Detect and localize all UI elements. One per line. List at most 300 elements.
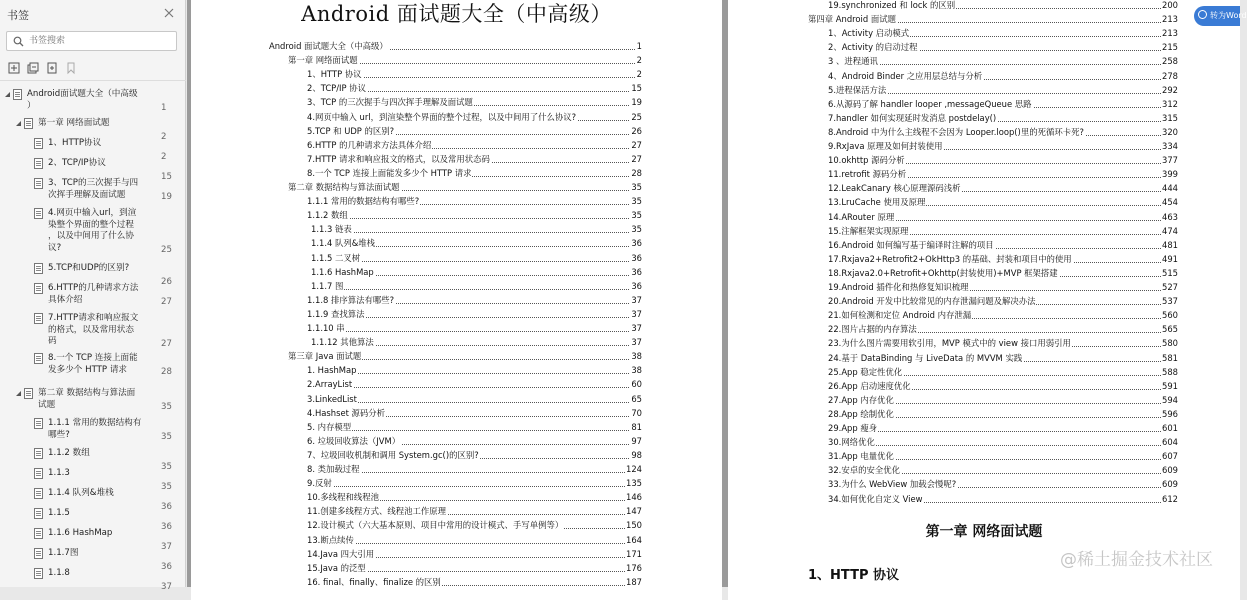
- bookmark-label-line: 具体介绍: [48, 294, 83, 305]
- toc-entry-title: Android 面试题大全（中高级）: [269, 41, 388, 51]
- toc-entry[interactable]: [307, 492, 642, 503]
- toc-page-number: 97: [631, 435, 642, 446]
- toc-entry[interactable]: [307, 549, 642, 560]
- toc-page-number: 596: [1162, 408, 1178, 419]
- toc-page-number: 2: [636, 55, 642, 66]
- toc-entry[interactable]: [307, 506, 642, 517]
- toc-page-number: 200: [1162, 0, 1178, 10]
- toc-page-number: 37: [631, 294, 642, 305]
- toc-entry[interactable]: [828, 409, 1178, 420]
- toc-entry-title: 6.HTTP 的几种请求方法具体介绍: [307, 139, 432, 150]
- toc-entry-title: 15.注解框架实现原理: [828, 225, 909, 236]
- toc-entry[interactable]: [307, 154, 642, 165]
- bookmark-label-line: Android面试题大全（中高级: [27, 89, 138, 99]
- bookmark-label-line: 4.网页中输入url，到渲: [48, 208, 137, 218]
- toc-page-number: 481: [1162, 239, 1178, 250]
- toc-page-number: 36: [631, 238, 642, 249]
- bookmark-page-number: 2: [161, 152, 167, 162]
- toc-entry-title: 3.LinkedList: [307, 393, 357, 404]
- toc-entry[interactable]: [828, 42, 1178, 53]
- toc-page-number: 454: [1162, 197, 1178, 208]
- toc-page-number: 2: [636, 69, 642, 80]
- toc-entry[interactable]: [828, 353, 1178, 364]
- bookmark-page-icon: [34, 488, 43, 499]
- toc-page-number: 28: [631, 167, 642, 178]
- bookmark-label-line: 1.1.3: [48, 468, 70, 478]
- toc-entry-title: 5. 内存模型: [307, 421, 352, 432]
- toc-entry-title: 30.网络优化: [828, 437, 875, 448]
- bookmark-label-line: 染整个界面的整个过程: [48, 219, 134, 230]
- expand-arrow-icon[interactable]: [15, 120, 23, 128]
- toc-entry-title: 8. 类加载过程: [307, 464, 360, 474]
- toc-entry[interactable]: [828, 56, 1178, 67]
- toc-page-number: 315: [1162, 112, 1178, 123]
- toc-entry-title: 7、垃圾回收机制和调用 System.gc()的区别?: [307, 449, 479, 460]
- bookmark-page-icon: [34, 548, 43, 559]
- toc-entry[interactable]: [307, 295, 642, 306]
- toc-entry[interactable]: [828, 437, 1178, 448]
- toc-page-number: 320: [1162, 126, 1178, 137]
- bookmark-page-number: 27: [161, 297, 172, 307]
- bookmark-label: [48, 548, 78, 560]
- convert-label: 转为Word: [1210, 11, 1247, 20]
- toc-entry[interactable]: [828, 338, 1178, 349]
- toc-page-number: 609: [1162, 479, 1178, 490]
- toc-page-number: 81: [631, 421, 642, 432]
- bookmark-label-line: 次挥手理解及面试题: [48, 189, 126, 200]
- toc-entry-title: 7.handler 如何实现延时发消息 postdelay(): [828, 112, 997, 123]
- bookmark-page-icon: [34, 263, 43, 274]
- toc-page-number: 27: [631, 153, 642, 164]
- toc-entry[interactable]: [307, 436, 642, 447]
- toc-entry[interactable]: [828, 367, 1178, 378]
- toc-page-number: 607: [1162, 451, 1178, 462]
- bookmark-page-number: 15: [161, 172, 172, 182]
- toc-entry[interactable]: [828, 141, 1178, 152]
- toc-entry[interactable]: [307, 394, 642, 405]
- toc-page-number: 38: [631, 351, 642, 362]
- toc-page-number: 35: [631, 210, 642, 221]
- toc-entry[interactable]: [307, 563, 642, 574]
- toc-entry-title: 12.LeakCanary 核心原理源码浅析: [828, 183, 961, 194]
- toc-entry[interactable]: [311, 224, 642, 235]
- toc-entry-title: 9.RxJava 原理及如何封装使用: [828, 141, 943, 151]
- toc-entry-title: 13.LruCache 使用及原理: [828, 197, 926, 208]
- bookmark-page-icon: [13, 89, 22, 100]
- toc-page-number: 515: [1162, 267, 1178, 278]
- bookmark-label: [48, 178, 138, 201]
- bookmark-page-number: 27: [161, 338, 172, 349]
- sidebar-title: 书签: [7, 9, 29, 22]
- toc-entry-title: 18.Rxjava2.0+Retrofit+Okhttp(封装使用)+MVP 框架搭建: [828, 267, 1058, 278]
- toc-entry-title: 10.okhttp 源码分析: [828, 155, 905, 166]
- toc-page-number: 35: [631, 224, 642, 235]
- toc-page-number: 601: [1162, 423, 1178, 433]
- bookmark-page-icon: [34, 528, 43, 539]
- toc-entry-title: 31.App 电量优化: [828, 451, 894, 462]
- toc-entry[interactable]: [828, 494, 1178, 505]
- collapse-all-icon[interactable]: [27, 59, 41, 73]
- toc-entry-title: 7.HTTP 请求和响应报文的格式，以及常用状态码: [307, 153, 490, 164]
- toc-entry-title: 14.ARouter 原理: [828, 211, 895, 222]
- toc-entry-title: 10.多线程和线程池: [307, 492, 379, 503]
- toc-entry[interactable]: [307, 97, 642, 108]
- bookmark-label-line: 3、TCP的三次握手与四: [48, 178, 139, 188]
- bookmark-page-icon: [34, 138, 43, 149]
- close-icon[interactable]: [162, 5, 176, 19]
- toc-entry-title: 5.进程保活方法: [828, 84, 887, 95]
- toc-entry[interactable]: [307, 408, 642, 419]
- toc-entry[interactable]: [307, 126, 642, 137]
- toc-leader-dots: [828, 445, 1177, 446]
- toc-entry-title: 20.Android 开发中比较常见的内存泄漏问题及解决办法: [828, 296, 1036, 307]
- toc-page-number: 36: [631, 252, 642, 263]
- toc-entry[interactable]: [307, 464, 642, 475]
- toc-entry[interactable]: [307, 69, 642, 80]
- toc-page-number: 150: [626, 520, 642, 531]
- toc-page-number: 37: [631, 337, 642, 348]
- toc-page-number: 37: [631, 308, 642, 319]
- toc-entry-title: 1.1.5 二叉树: [311, 252, 361, 263]
- toc-entry[interactable]: [828, 282, 1178, 293]
- toc-entry-title: 12.设计模式（六大基本原则、项目中常用的设计模式、手写单例等）: [307, 520, 564, 531]
- toc-entry-title: 32.安卓的安全优化: [828, 465, 900, 476]
- bookmark-page-icon: [24, 388, 33, 399]
- toc-leader-dots: [307, 430, 641, 431]
- bookmark-label: [48, 283, 138, 306]
- toc-entry[interactable]: [307, 577, 642, 588]
- toc-entry-title: 1. HashMap: [307, 365, 357, 376]
- toc-entry[interactable]: [269, 41, 642, 52]
- bookmark-label-line: 议?: [48, 242, 62, 253]
- bookmark-label: [38, 388, 135, 411]
- toc-entry-title: 29.App 瘦身: [828, 423, 878, 433]
- toc-page-number: 147: [626, 506, 642, 517]
- bookmark-label-line: 1.1.4 队列&堆栈: [48, 488, 114, 498]
- toc-entry-title: 16. final、finally、finalize 的区别: [307, 576, 441, 587]
- bookmark-label: [48, 138, 101, 150]
- expand-arrow-icon[interactable]: [4, 91, 12, 99]
- bookmark-label: [48, 508, 70, 520]
- bookmark-label: [48, 468, 70, 480]
- toc-entry[interactable]: [307, 520, 642, 531]
- bookmark-search-input[interactable]: [29, 33, 169, 49]
- toc-entry[interactable]: [828, 310, 1178, 321]
- bookmark-page-icon: [34, 208, 43, 219]
- toc-leader-dots: [307, 218, 641, 219]
- toc-entry[interactable]: [307, 196, 642, 207]
- toc-entry[interactable]: [828, 395, 1178, 406]
- toc-page-number: 581: [1162, 352, 1178, 363]
- toc-leader-dots: [828, 64, 1177, 65]
- toc-entry-title: 11.创建多线程方式、线程池工作原理: [307, 506, 446, 517]
- toc-entry[interactable]: [307, 422, 642, 433]
- toc-entry[interactable]: [828, 169, 1178, 180]
- toc-page-number: 565: [1162, 324, 1178, 335]
- toc-leader-dots: [311, 289, 641, 290]
- toc-entry[interactable]: [311, 337, 642, 348]
- add-bookmark-icon[interactable]: [46, 59, 60, 73]
- toc-page-number: 399: [1162, 169, 1178, 180]
- toc-entry-title: 4.网页中输入 url，到渲染整个界面的整个过程，以及中间用了什么协议?: [307, 111, 577, 122]
- toc-page-number: 213: [1162, 28, 1178, 39]
- toc-page-number: 187: [626, 576, 642, 587]
- toc-entry-title: 6. 垃圾回收算法（JVM）: [307, 435, 401, 446]
- toc-entry[interactable]: [828, 324, 1178, 335]
- toc-entry-title: 8.Android 中为什么主线程不会因为 Looper.loop()里的死循环卡死?: [828, 126, 1084, 137]
- toc-entry-title: 第二章 数据结构与算法面试题: [288, 182, 400, 192]
- toc-entry[interactable]: [828, 296, 1178, 307]
- toc-entry[interactable]: [828, 99, 1178, 110]
- bookmark-search-box[interactable]: [6, 31, 177, 51]
- toc-entry-title: 3 、进程通讯: [828, 56, 878, 67]
- toc-entry[interactable]: [307, 365, 642, 376]
- bookmark-label-line: 哪些?: [48, 429, 70, 440]
- bookmark-label-line: 第一章 网络面试题: [38, 118, 110, 128]
- toc-page-number: 15: [631, 83, 642, 94]
- bookmark-label-line: 码: [48, 336, 57, 346]
- toc-page-number: 312: [1162, 98, 1178, 109]
- toc-entry[interactable]: [828, 85, 1178, 96]
- toc-page-number: 37: [631, 323, 642, 333]
- toc-page-number: 36: [631, 280, 642, 291]
- bookmark-page-icon: [34, 508, 43, 519]
- toc-page-number: 146: [626, 492, 642, 503]
- toc-entry[interactable]: [311, 281, 642, 292]
- toc-entry-title: 28.App 绘制优化: [828, 408, 894, 419]
- toc-entry[interactable]: [311, 267, 642, 278]
- toc-entry[interactable]: [288, 55, 642, 66]
- toc-entry-title: 13.断点续传: [307, 534, 354, 545]
- bookmark-page-number: 36: [161, 522, 172, 532]
- toc-leader-dots: [307, 486, 641, 487]
- toc-entry[interactable]: [828, 183, 1178, 194]
- toc-page-number: 176: [626, 562, 642, 573]
- toc-entry[interactable]: [828, 212, 1178, 223]
- toc-entry-title: 1.1.9 查找算法: [307, 308, 365, 319]
- bookmark-page-number: 37: [161, 582, 172, 592]
- bookmark-label-line: 7.HTTP请求和响应报文: [48, 313, 139, 323]
- toc-page-number: 164: [626, 534, 642, 545]
- toc-entry[interactable]: [311, 238, 642, 249]
- toc-entry-title: 1.1.3 链表: [311, 224, 352, 235]
- chapter-heading: 第一章 网络面试题: [925, 524, 1043, 540]
- toc-entry[interactable]: [307, 210, 642, 221]
- toc-entry[interactable]: [828, 197, 1178, 208]
- toc-page-number: 604: [1162, 437, 1178, 448]
- toc-page-number: 292: [1162, 84, 1178, 95]
- bookmark-label-line: 1、HTTP协议: [48, 138, 102, 148]
- toc-entry[interactable]: [828, 28, 1178, 39]
- document-page-right: [728, 0, 1240, 600]
- sidebar-header: [0, 0, 186, 28]
- convert-to-word-button[interactable]: [1194, 6, 1247, 26]
- toc-entry[interactable]: [307, 478, 642, 489]
- toc-entry[interactable]: [307, 83, 642, 94]
- bookmark-sidebar: [0, 0, 186, 592]
- bookmark-page-number: 1: [161, 103, 167, 113]
- bookmark-label-line: 1.1.8: [48, 568, 70, 578]
- bookmark-label: [48, 263, 129, 275]
- toc-entry[interactable]: [828, 254, 1178, 265]
- toc-entry-title: 8.一个 TCP 连接上面能发多少个 HTTP 请求: [307, 167, 472, 178]
- toc-page-number: 27: [631, 139, 642, 150]
- toc-entry[interactable]: [311, 253, 642, 264]
- bookmark-label-line: 1.1.1 常用的数据结构有: [48, 418, 142, 428]
- watermark: @稀土掘金技术社区: [1060, 550, 1213, 570]
- bookmark-label-line: 5.TCP和UDP的区别?: [48, 263, 130, 273]
- toc-entry-title: 21.如何检测和定位 Android 内存泄漏: [828, 310, 972, 321]
- toc-entry[interactable]: [307, 140, 642, 151]
- bookmark-label-line: 2、TCP/IP协议: [48, 158, 106, 168]
- bookmark-label-line: 1.1.7图: [48, 548, 79, 558]
- toc-entry[interactable]: [307, 112, 642, 123]
- toc-entry-title: 1.1.7 图: [311, 280, 344, 291]
- bookmark-label: [48, 353, 138, 376]
- bookmark-label-line: 1.1.6 HashMap: [48, 528, 113, 538]
- toc-entry-title: 26.App 启动速度优化: [828, 380, 911, 391]
- expand-all-icon[interactable]: [8, 59, 22, 73]
- toc-page-number: 377: [1162, 155, 1178, 166]
- toc-entry[interactable]: [307, 450, 642, 461]
- bookmark-label: [48, 313, 138, 348]
- bookmark-label-line: 8.一个 TCP 连接上面能: [48, 353, 138, 363]
- bookmark-tree: [0, 83, 186, 592]
- toc-page-number: 19: [631, 97, 642, 108]
- toc-entry-title: 第三章 Java 面试题: [288, 351, 362, 362]
- convert-icon: [1198, 10, 1207, 19]
- toc-page-number: 1: [636, 41, 642, 51]
- bookmark-label-line: ）: [27, 100, 36, 111]
- toc-entry[interactable]: [828, 0, 1178, 11]
- toc-page-number: 591: [1162, 380, 1178, 391]
- bookmark-page-icon: [34, 568, 43, 579]
- bookmark-label: [48, 568, 70, 580]
- toc-entry-title: 2、TCP/IP 协议: [307, 83, 366, 94]
- toc-entry[interactable]: [828, 451, 1178, 462]
- toc-entry[interactable]: [828, 479, 1178, 490]
- toc-entry[interactable]: [307, 535, 642, 546]
- bookmark-page-icon: [34, 353, 43, 364]
- bookmark-label-line: 的格式，以及常用状态: [48, 324, 134, 335]
- toc-entry-title: 第一章 网络面试题: [288, 55, 358, 66]
- bookmark-label-line: ，以及中间用了什么协: [48, 231, 134, 241]
- bookmark-page-number: 35: [161, 482, 172, 492]
- bookmark-page-number: 28: [161, 367, 172, 377]
- document-viewport[interactable]: [187, 0, 1240, 587]
- toc-entry-title: 33.为什么 WebView 加载会慢呢?: [828, 479, 957, 490]
- toc-page-number: 463: [1162, 211, 1178, 222]
- bookmark-page-number: 19: [161, 192, 172, 202]
- toc-entry[interactable]: [828, 381, 1178, 392]
- toc-entry-title: 1、Activity 启动模式: [828, 28, 910, 39]
- toc-entry[interactable]: [808, 14, 1178, 25]
- bookmark-page-number: 35: [161, 402, 172, 412]
- toc-entry-title: 1.1.10 串: [307, 323, 345, 333]
- toc-entry-title: 25.App 稳定性优化: [828, 366, 903, 377]
- toc-entry-title: 11.retrofit 源码分析: [828, 169, 907, 180]
- toc-entry-title: 1.1.4 队列&堆栈: [311, 238, 376, 249]
- bookmark-page-icon: [24, 118, 33, 129]
- toc-page-number: 213: [1162, 14, 1178, 25]
- toc-page-number: 36: [631, 266, 642, 277]
- document-title: Android 面试题大全（中高级）: [301, 2, 612, 26]
- toc-page-number: 612: [1162, 493, 1178, 504]
- toc-page-number: 124: [626, 464, 642, 474]
- toc-page-number: 560: [1162, 310, 1178, 321]
- toc-entry-title: 27.App 内存优化: [828, 394, 894, 405]
- toc-page-number: 65: [631, 393, 642, 404]
- toc-entry-title: 3、TCP 的三次握手与四次挥手理解及面试题: [307, 97, 473, 108]
- delete-bookmark-icon[interactable]: [65, 59, 79, 73]
- toc-entry-title: 2.ArrayList: [307, 379, 353, 390]
- toc-entry[interactable]: [828, 71, 1178, 82]
- bookmark-page-number: 35: [161, 432, 172, 442]
- bookmark-page-icon: [34, 283, 43, 294]
- toc-entry[interactable]: [307, 323, 642, 334]
- bookmark-page-icon: [34, 158, 43, 169]
- toc-entry-title: 22.图片占据的内存算法: [828, 324, 917, 335]
- toc-leader-dots: [307, 387, 641, 388]
- toc-entry[interactable]: [828, 423, 1178, 434]
- toc-page-number: 60: [631, 379, 642, 390]
- toc-entry[interactable]: [828, 155, 1178, 166]
- toc-entry-title: 4.Hashset 源码分析: [307, 407, 386, 418]
- toc-page-number: 594: [1162, 394, 1178, 405]
- toc-entry[interactable]: [307, 309, 642, 320]
- toc-entry-title: 1.1.1 常用的数据结构有哪些?: [307, 196, 420, 207]
- toc-page-number: 25: [631, 111, 642, 122]
- expand-arrow-icon[interactable]: [15, 390, 23, 398]
- toc-entry[interactable]: [828, 226, 1178, 237]
- toc-entry[interactable]: [828, 268, 1178, 279]
- toc-leader-dots: [307, 331, 641, 332]
- toc-entry-title: 1.1.2 数组: [307, 210, 348, 221]
- toc-entry-title: 15.Java 的泛型: [307, 562, 366, 573]
- toc-page-number: 334: [1162, 141, 1178, 151]
- toc-page-number: 258: [1162, 56, 1178, 67]
- bookmark-label: [48, 418, 141, 441]
- bookmark-page-icon: [34, 418, 43, 429]
- toc-entry[interactable]: [288, 351, 642, 362]
- toc-page-number: 215: [1162, 42, 1178, 53]
- toc-page-number: 474: [1162, 225, 1178, 236]
- toc-entry-title: 14.Java 四大引用: [307, 548, 375, 559]
- toc-entry[interactable]: [288, 182, 642, 193]
- toc-entry-title: 1、HTTP 协议: [307, 69, 362, 80]
- toc-page-number: 26: [631, 125, 642, 136]
- toc-page-number: 278: [1162, 70, 1178, 81]
- toc-page-number: 609: [1162, 465, 1178, 476]
- toc-entry[interactable]: [828, 465, 1178, 476]
- toc-entry-title: 16.Android 如何编写基于编译时注解的项目: [828, 239, 994, 250]
- toc-entry[interactable]: [828, 127, 1178, 138]
- sidebar-divider: [0, 80, 186, 81]
- toc-entry[interactable]: [828, 113, 1178, 124]
- bookmark-page-number: 36: [161, 502, 172, 512]
- bookmark-label: [48, 448, 90, 460]
- toc-entry-title: 1.1.6 HashMap: [311, 266, 374, 277]
- toc-entry[interactable]: [307, 168, 642, 179]
- toc-entry[interactable]: [307, 379, 642, 390]
- toc-entry-title: 6.从源码了解 handler looper ,messageQueue 思路: [828, 98, 1032, 109]
- toc-entry[interactable]: [828, 240, 1178, 251]
- bookmark-label-line: 发多少个 HTTP 请求: [48, 364, 128, 375]
- bookmark-page-icon: [34, 178, 43, 189]
- bookmark-label: [48, 528, 112, 540]
- toc-page-number: 171: [626, 548, 642, 559]
- search-icon: [13, 36, 24, 47]
